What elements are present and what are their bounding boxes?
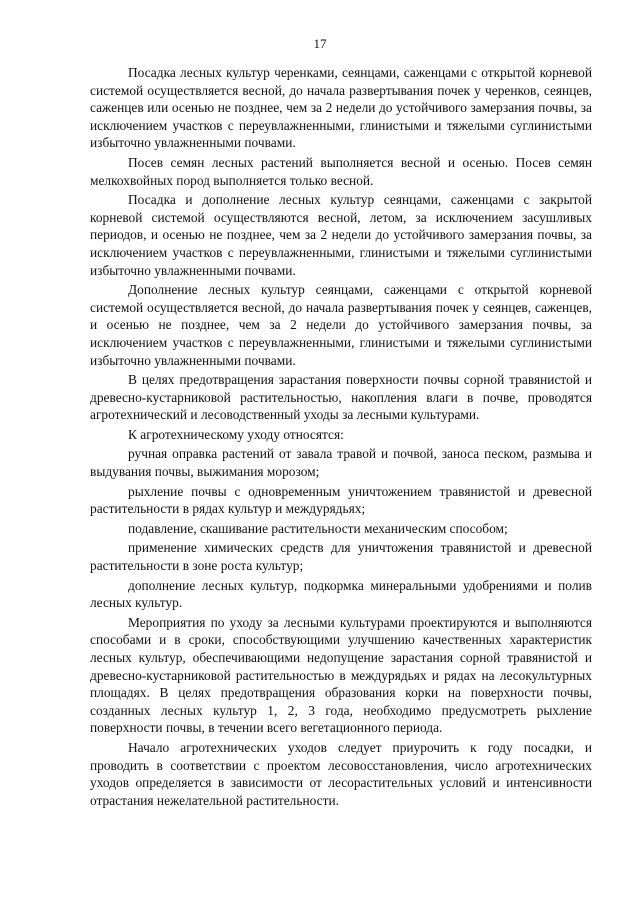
- paragraph-care-measures: Мероприятия по уходу за лесными культурами проектируются и выполняются способами и в сроки, способствующими улучшению качественных характеристик лесных культур, обеспечивающими недопущение зарастания сорной травянистой и древесно-кустарниковой растительностью в междурядьях и рядах на лесокультурных площадях. В целях предотвращения образования корки на поверхности почвы, созданных лесных культур 1, 2, 3 года, необходимо предусмотреть рыхление поверхности почвы, в течении всего вегетационного периода.: [90, 614, 592, 736]
- list-item-mowing: подавление, скашивание растительности механическим способом;: [128, 520, 508, 536]
- body-text: [90, 64, 592, 811]
- list-item-loosening: рыхление почвы с одновременным уничтожением травянистой и древесной растительности в рядах культур и междурядьях;: [90, 483, 592, 517]
- paragraph-supplementing-open-roots: Дополнение лесных культур сеянцами, саженцами с открытой корневой системой осуществляется весной, до начала развертывания почек у сеянцев, саженцев, и осенью не позднее, чем за 2 недели до устойчивого замерзания почвы, за исключением участков с переувлажненными, глинистыми и тяжелыми суглинистыми избыточно увлажненными почвами.: [90, 282, 592, 368]
- paragraph-planting-closed-roots: Посадка и дополнение лесных культур сеянцами, саженцами с закрытой корневой системой осуществляются весной, летом, за исключением засушливых периодов, и осенью не позднее, чем за 2 недели до устойчивого замерзания почвы, за исключением участков с переувлажненными, глинистыми и тяжелыми суглинистыми избыточно увлажненными почвами.: [90, 192, 592, 278]
- list-item-manual-straightening: ручная оправка растений от завала травой и почвой, заноса песком, размыва и выдувания почвы, выжимания морозом;: [90, 446, 592, 480]
- list-item-fertilizing: дополнение лесных культур, подкормка минеральными удобрениями и полив лесных культур.: [90, 577, 592, 611]
- paragraph-seed-sowing: Посев семян лесных растений выполняется весной и осенью. Посев семян мелкохвойных пород выполняется только весной.: [90, 154, 592, 188]
- paragraph-care-list-intro: К агротехническому уходу относятся:: [128, 426, 344, 442]
- paragraph-planting-open-roots: Посадка лесных культур черенками, сеянцами, саженцами с открытой корневой системой осуществляется весной, до начала развертывания почек у черенков, сеянцев, саженцев или осенью не позднее, чем за 2 недели до устойчивого замерзания почвы, за исключением участков с переувлажненными, глинистыми и тяжелыми суглинистыми избыточно увлажненными почвами.: [90, 65, 592, 151]
- list-item-chemicals: применение химических средств для уничтожения травянистой и древесной растительности в зоне роста культур;: [90, 540, 592, 574]
- page-number: 17: [313, 36, 327, 51]
- paragraph-care-purpose: В целях предотвращения зарастания поверхности почвы сорной травянистой и древесно-кустарниковой растительностью, накопления влаги в почве, проводятся агротехнический и лесоводственный уходы за лесными культурами.: [90, 372, 592, 423]
- paragraph-care-start: Начало агротехнических уходов следует приурочить к году посадки, и проводить в соответствии с проектом лесовосстановления, число агротехнических уходов определяется в зависимости от лесорастительных условий и интенсивности отрастания нежелательной растительности.: [90, 739, 592, 808]
